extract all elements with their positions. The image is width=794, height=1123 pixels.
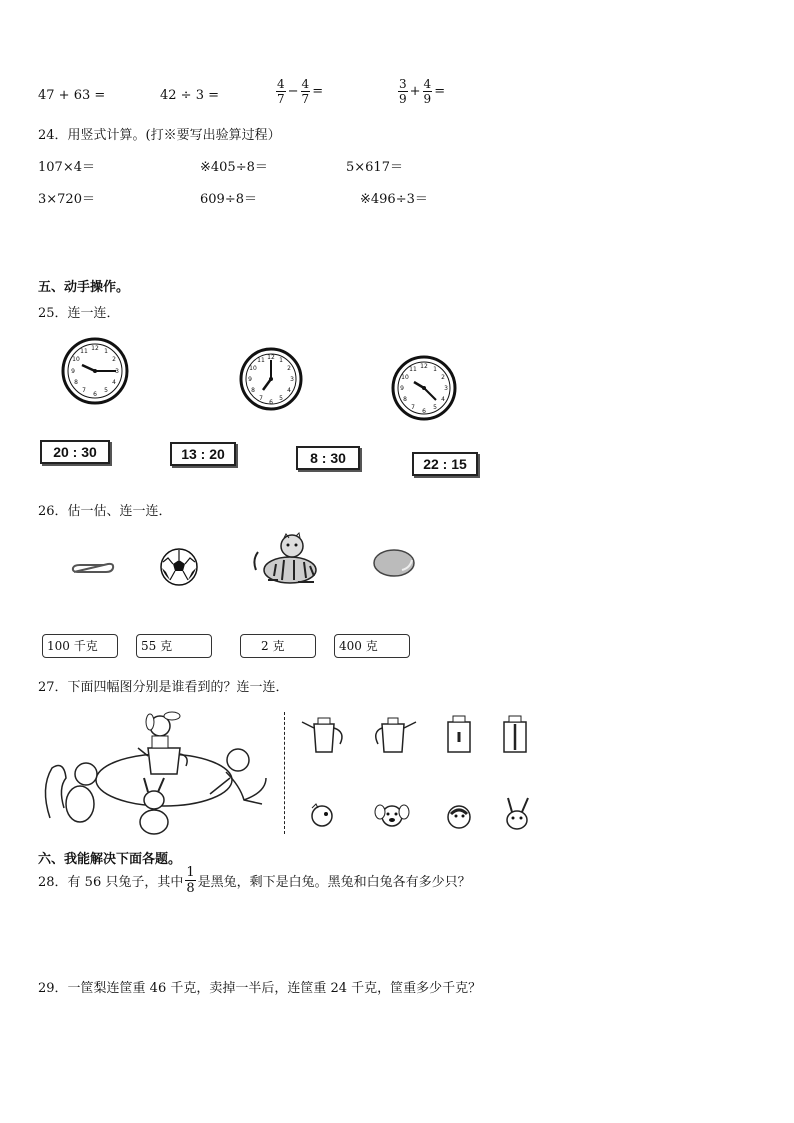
scene-table-animals (40, 708, 272, 838)
teapot-icon (368, 712, 418, 756)
weight-box[interactable]: 400 克 (334, 634, 410, 658)
q24-item: ※405÷8＝ (200, 160, 268, 175)
svg-text:7: 7 (82, 387, 86, 394)
fraction: $\frac{4}{7}$ (277, 77, 285, 106)
squirrel-icon (308, 800, 336, 830)
svg-text:3: 3 (115, 368, 119, 375)
svg-text:1: 1 (104, 348, 108, 355)
svg-text:10: 10 (72, 356, 80, 363)
paperclip-icon (68, 560, 116, 576)
fraction: $\frac{4}{7}$ (301, 77, 310, 106)
svg-text:1: 1 (279, 357, 283, 364)
svg-text:5: 5 (433, 404, 437, 411)
svg-text:12: 12 (267, 354, 275, 361)
svg-text:5: 5 (279, 395, 283, 402)
monkey-icon (444, 802, 474, 832)
dog-icon (146, 712, 180, 748)
svg-text:8: 8 (74, 379, 78, 386)
clock-icon (238, 348, 304, 410)
svg-text:4: 4 (287, 387, 291, 394)
svg-text:4: 4 (112, 379, 116, 386)
svg-text:8: 8 (403, 396, 407, 403)
time-box[interactable]: 13 : 20 (170, 442, 236, 466)
svg-text:9: 9 (248, 376, 252, 383)
question-25-title: 25．连一连． (38, 306, 120, 321)
svg-text:6: 6 (269, 399, 273, 406)
soccer-ball-icon (160, 548, 198, 586)
divider (284, 712, 285, 834)
svg-text:2: 2 (441, 374, 445, 381)
q24-item: 609÷8＝ (200, 192, 257, 207)
svg-text:11: 11 (409, 366, 417, 373)
svg-text:12: 12 (420, 363, 428, 370)
svg-text:10: 10 (249, 365, 257, 372)
svg-text:7: 7 (411, 404, 415, 411)
fraction: $\frac{4}{9}$ (423, 77, 432, 106)
q24-item: ※496÷3＝ (360, 192, 428, 207)
time-box[interactable]: 8 : 30 (296, 446, 360, 470)
question-24-title: 24．用竖式计算。(打※要写出验算过程） (38, 128, 281, 143)
question-28: 28．有 56 只兔子，其中 $\frac{1}{8}$ 是黑兔，剩下是白兔。黑兔和白兔各有多少只？ (38, 865, 471, 896)
fraction: $\frac{3}{9}$ (399, 77, 407, 106)
svg-text:10: 10 (401, 374, 409, 381)
teapot-icon (500, 712, 530, 756)
svg-text:8: 8 (251, 387, 255, 394)
question-26-title: 26．估一估、连一连． (38, 504, 172, 519)
tiger-icon (248, 530, 320, 586)
q24-item: 5×617＝ (346, 160, 403, 175)
weight-box[interactable]: 2 克 (240, 634, 316, 658)
svg-text:9: 9 (400, 385, 404, 392)
rabbit-icon (502, 796, 532, 832)
clock-icon (60, 338, 130, 404)
section-6-heading: 六、我能解决下面各题。 (38, 852, 182, 867)
section-5-heading: 五、动手操作。 (38, 280, 130, 295)
q24-item: 107×4＝ (38, 160, 95, 175)
svg-text:2: 2 (112, 356, 116, 363)
calc-frac-subtract: $\frac{4}{7}$ − $\frac{4}{7}$ = (277, 77, 324, 106)
dog-icon (372, 800, 412, 832)
time-box[interactable]: 20 : 30 (40, 440, 110, 464)
calc-frac-add: $\frac{3}{9}$ + $\frac{4}{9}$ = (399, 77, 446, 106)
squirrel-icon (45, 763, 97, 822)
clock-icon (390, 356, 458, 420)
time-box[interactable]: 22 : 15 (412, 452, 478, 476)
svg-text:3: 3 (444, 385, 448, 392)
question-29: 29．一筐梨连筐重 46 千克，卖掉一半后，连筐重 24 千克，筐重多少千克？ (38, 981, 482, 996)
weight-box[interactable]: 100 千克 (42, 634, 118, 658)
calc-42-3: 42 ÷ 3 = (160, 88, 219, 103)
q24-item: 3×720＝ (38, 192, 95, 207)
svg-text:6: 6 (422, 408, 426, 415)
svg-text:4: 4 (441, 396, 445, 403)
fraction: $\frac{1}{8}$ (186, 865, 195, 896)
weight-box[interactable]: 55 克 (136, 634, 212, 658)
svg-text:2: 2 (287, 365, 291, 372)
svg-text:9: 9 (71, 368, 75, 375)
svg-text:11: 11 (257, 357, 265, 364)
svg-text:11: 11 (80, 348, 88, 355)
svg-text:6: 6 (93, 391, 97, 398)
calc-47-63: 47 + 63 = (38, 88, 106, 103)
svg-text:5: 5 (104, 387, 108, 394)
coin-icon (372, 548, 418, 578)
question-27-title: 27．下面四幅图分别是谁看到的？连一连． (38, 680, 289, 695)
teapot-icon (444, 712, 474, 756)
svg-text:1: 1 (433, 366, 437, 373)
teapot-icon (300, 712, 348, 756)
svg-text:12: 12 (91, 345, 99, 352)
svg-text:7: 7 (259, 395, 263, 402)
svg-text:3: 3 (290, 376, 294, 383)
